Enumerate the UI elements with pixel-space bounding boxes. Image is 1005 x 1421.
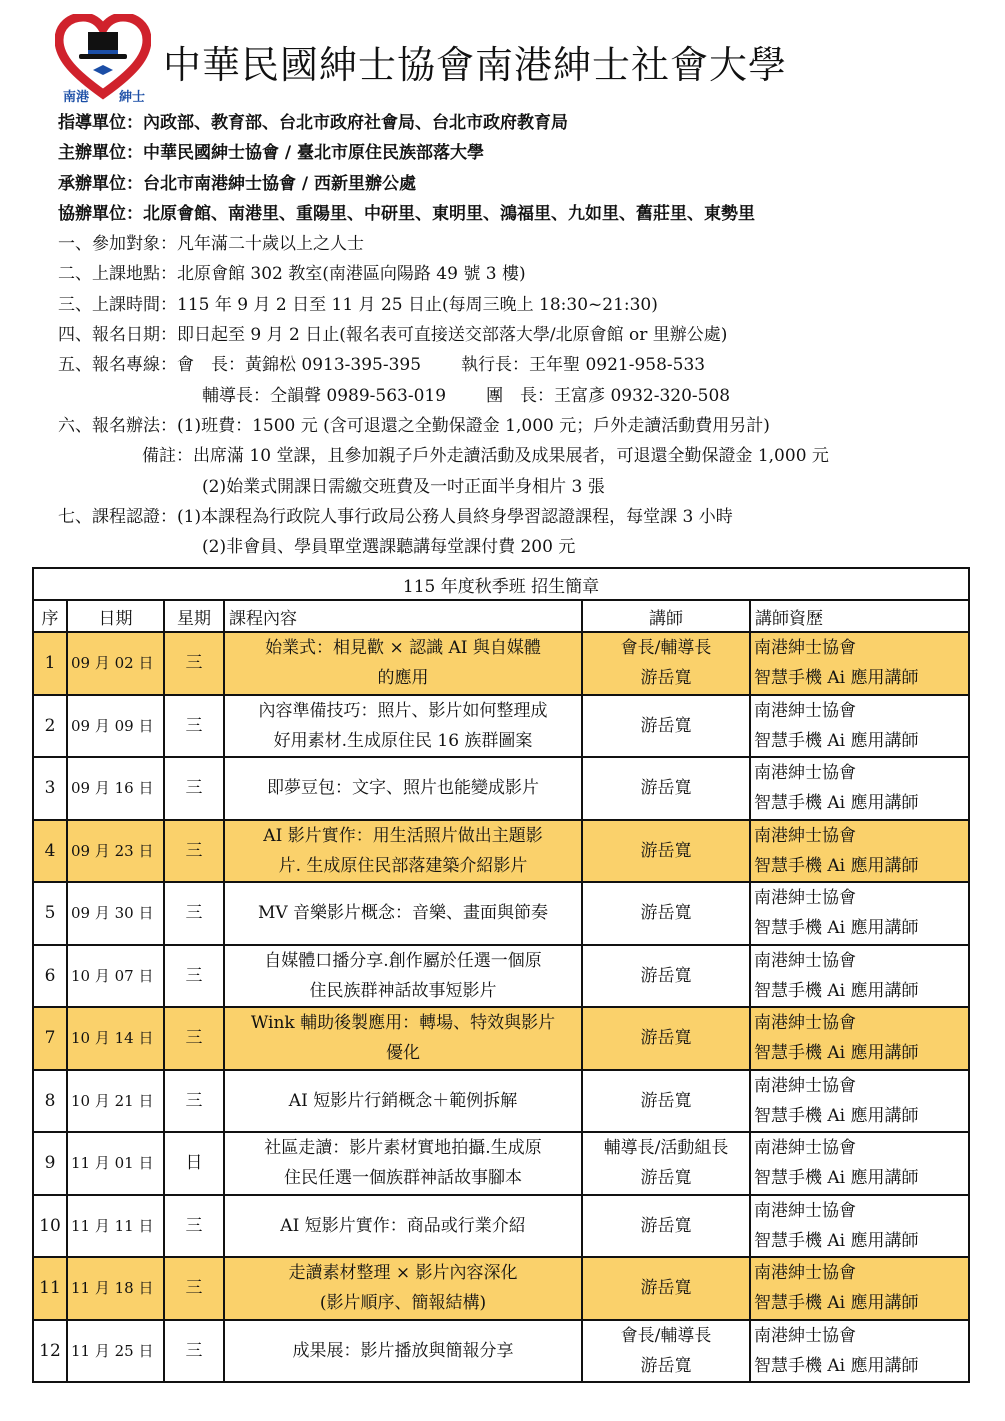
table-row (33, 882, 969, 945)
eligibility: 一、參加對象：凡年滿二十歲以上之人士 (58, 234, 364, 255)
row-date: 09 月 16 日 (67, 757, 164, 820)
document-header (55, 14, 955, 106)
header-content: 課程內容 (224, 600, 582, 632)
row-date: 09 月 02 日 (67, 632, 164, 695)
table-row (33, 1070, 969, 1133)
header-no: 序 (33, 600, 67, 632)
header-day: 星期 (164, 600, 224, 632)
row-content (224, 1257, 582, 1320)
hotline-counselor: 輔導長：仝韻聲 0989-563-019 (202, 385, 447, 406)
row-content-line: 的應用 (377, 668, 429, 689)
row-number: 9 (33, 1132, 67, 1195)
course-rows (33, 632, 969, 1382)
row-content-line: 走讀素材整理 × 影片內容深化 (288, 1263, 518, 1284)
row-day: 三 (164, 882, 224, 945)
row-content (224, 1070, 582, 1133)
table-row (33, 1257, 969, 1320)
row-qualification-line: 智慧手機 Ai 應用講師 (754, 1168, 919, 1189)
row-teacher (582, 1257, 750, 1320)
row-content (224, 1007, 582, 1070)
row-qualification (750, 820, 969, 883)
gentleman-heart-logo (55, 14, 151, 106)
row-qualification (750, 1132, 969, 1195)
row-content-line: 自媒體口播分享.創作屬於任選一個原 (264, 950, 542, 971)
header-teacher: 講師 (582, 600, 750, 632)
row-qualification-line: 智慧手機 Ai 應用講師 (754, 918, 919, 939)
row-content (224, 757, 582, 820)
row-qualification-line: 南港紳士協會 (754, 950, 856, 971)
row-qualification-line: 智慧手機 Ai 應用講師 (754, 1355, 919, 1376)
remark: 備註：出席滿 10 堂課，且參加親子戶外走讀活動及成果展者，可退還全勤保證金 1,000 元 (142, 446, 829, 467)
row-content-line: 即夢豆包：文字、照片也能變成影片 (267, 778, 539, 799)
row-content-line: 內容準備技巧：照片、影片如何整理成 (258, 700, 548, 721)
info-section (58, 108, 958, 562)
row-qualification-line: 南港紳士協會 (754, 763, 856, 784)
row-date: 10 月 14 日 (67, 1007, 164, 1070)
row-number: 11 (33, 1257, 67, 1320)
row-teacher-line: 游岳寬 (640, 840, 692, 861)
row-date: 11 月 25 日 (67, 1320, 164, 1383)
row-day: 三 (164, 1257, 224, 1320)
row-qualification-line: 南港紳士協會 (754, 1013, 856, 1034)
co-organizer-units: 協辦單位：北原會館、南港里、重陽里、中研里、東明里、鴻福里、九如里、舊莊里、東勢里 (58, 203, 755, 224)
table-row (33, 1195, 969, 1258)
row-teacher (582, 1195, 750, 1258)
row-teacher-line: 游岳寬 (640, 1278, 692, 1299)
hotline-executive: 執行長：王年聖 0921-958-533 (461, 355, 706, 376)
row-content-line: 社區走讀：影片素材實地拍攝.生成原 (264, 1138, 542, 1159)
logo-text-left: 南港 (63, 90, 90, 105)
row-number: 10 (33, 1195, 67, 1258)
row-number: 2 (33, 695, 67, 758)
row-date: 11 月 11 日 (67, 1195, 164, 1258)
row-qualification-line: 南港紳士協會 (754, 638, 856, 659)
row-qualification (750, 1320, 969, 1383)
row-content-line: MV 音樂影片概念：音樂、畫面與節奏 (257, 903, 549, 924)
row-teacher (582, 1007, 750, 1070)
hotline-row-1 (58, 350, 958, 380)
course-certification-2: (2)非會員、學員單堂選課聽講每堂課付費 200 元 (202, 537, 576, 558)
registration-method: 六、報名辦法：(1)班費：1500 元 (含可退還之全勤保證金 1,000 元；戶外走讀活動費用另計) (58, 415, 770, 436)
row-date: 09 月 09 日 (67, 695, 164, 758)
hotline-leader: 團 長：王富彥 0932-320-508 (486, 385, 731, 406)
row-day: 三 (164, 1070, 224, 1133)
row-teacher (582, 1320, 750, 1383)
row-content-line: 成果展：影片播放與簡報分享 (292, 1340, 514, 1361)
row-teacher-line: 輔導長/活動組長 (603, 1138, 729, 1159)
hotline-president: 五、報名專線：會 長：黃錦松 0913-395-395 (58, 355, 422, 376)
row-content-line: AI 短影片實作：商品或行業介紹 (280, 1215, 526, 1236)
row-date: 10 月 07 日 (67, 945, 164, 1008)
row-qualification-line: 南港紳士協會 (754, 1138, 856, 1159)
row-qualification-line: 智慧手機 Ai 應用講師 (754, 980, 919, 1001)
row-number: 3 (33, 757, 67, 820)
row-qualification (750, 945, 969, 1008)
row-qualification-line: 智慧手機 Ai 應用講師 (754, 855, 919, 876)
row-qualification (750, 757, 969, 820)
row-number: 6 (33, 945, 67, 1008)
row-teacher (582, 945, 750, 1008)
row-content-line: 優化 (386, 1043, 420, 1064)
row-date: 09 月 30 日 (67, 882, 164, 945)
row-teacher-line: 游岳寬 (640, 715, 692, 736)
table-row (33, 695, 969, 758)
row-qualification-line: 南港紳士協會 (754, 888, 856, 909)
row-qualification-line: 南港紳士協會 (754, 1200, 856, 1221)
row-teacher (582, 757, 750, 820)
row-qualification (750, 882, 969, 945)
row-day: 三 (164, 757, 224, 820)
row-teacher (582, 695, 750, 758)
row-teacher-line: 游岳寬 (640, 1090, 692, 1111)
row-day: 三 (164, 695, 224, 758)
row-qualification (750, 1195, 969, 1258)
row-date: 11 月 01 日 (67, 1132, 164, 1195)
table-row (33, 1132, 969, 1195)
course-table-wrapper (32, 567, 968, 1383)
course-certification: 七、課程認證：(1)本課程為行政院人事行政局公務人員終身學習認證課程，每堂課 3 小時 (58, 506, 733, 527)
table-row (33, 820, 969, 883)
row-qualification-line: 智慧手機 Ai 應用講師 (754, 1043, 919, 1064)
row-teacher (582, 1132, 750, 1195)
row-content-line: 始業式：相見歡 × 認識 AI 與自媒體 (265, 638, 541, 659)
row-content (224, 820, 582, 883)
row-content-line: 住民族群神話故事短影片 (309, 980, 497, 1001)
row-teacher-line: 游岳寬 (640, 1028, 692, 1049)
row-qualification (750, 632, 969, 695)
row-content (224, 632, 582, 695)
row-date: 11 月 18 日 (67, 1257, 164, 1320)
row-qualification (750, 1070, 969, 1133)
row-teacher-line: 游岳寬 (640, 965, 692, 986)
header-qualification: 講師資歷 (750, 600, 969, 632)
row-content (224, 1195, 582, 1258)
row-teacher-line: 游岳寬 (640, 1215, 692, 1236)
row-qualification-line: 南港紳士協會 (754, 700, 856, 721)
row-content-line: (影片順序、簡報結構) (319, 1293, 487, 1314)
row-date: 09 月 23 日 (67, 820, 164, 883)
row-teacher-line: 會長/輔導長 (620, 638, 712, 659)
table-row (33, 1320, 969, 1383)
row-qualification-line: 南港紳士協會 (754, 1075, 856, 1096)
course-table (32, 567, 970, 1383)
venue: 二、上課地點：北原會館 302 教室(南港區向陽路 49 號 3 樓) (58, 264, 526, 285)
row-content-line: 住民任選一個族群神話故事腳本 (284, 1168, 522, 1189)
row-teacher-line: 會長/輔導長 (620, 1325, 712, 1346)
row-content-line: 片. 生成原住民部落建築介紹影片 (278, 855, 528, 876)
row-day: 三 (164, 820, 224, 883)
row-content-line: 好用素材.生成原住民 16 族群圖案 (273, 730, 533, 751)
header-date: 日期 (67, 600, 164, 632)
registration-date: 四、報名日期：即日起至 9 月 2 日止(報名表可直接送交部落大學/北原會館 or 里辦公處) (58, 325, 728, 346)
row-content (224, 1132, 582, 1195)
executing-units: 承辦單位：台北市南港紳士協會 / 西新里辦公處 (58, 173, 417, 194)
row-content (224, 695, 582, 758)
row-teacher-line: 游岳寬 (640, 778, 692, 799)
row-teacher-line: 游岳寬 (640, 1168, 692, 1189)
row-content (224, 882, 582, 945)
row-teacher-line: 游岳寬 (640, 668, 692, 689)
row-qualification-line: 南港紳士協會 (754, 825, 856, 846)
row-qualification-line: 智慧手機 Ai 應用講師 (754, 1105, 919, 1126)
row-qualification (750, 1257, 969, 1320)
row-qualification (750, 695, 969, 758)
logo-text-right: 紳士 (118, 90, 145, 105)
registration-method-2: (2)始業式開課日需繳交班費及一吋正面半身相片 3 張 (202, 476, 605, 497)
row-number: 1 (33, 632, 67, 695)
row-number: 5 (33, 882, 67, 945)
row-content-line: AI 影片實作：用生活照片做出主題影 (263, 825, 543, 846)
row-content-line: Wink 輔助後製應用：轉場、特效與影片 (250, 1013, 556, 1034)
row-qualification-line: 智慧手機 Ai 應用講師 (754, 1230, 919, 1251)
hotline-row-2 (58, 381, 958, 411)
row-number: 4 (33, 820, 67, 883)
row-teacher-line: 游岳寬 (640, 903, 692, 924)
row-teacher (582, 1070, 750, 1133)
row-qualification-line: 智慧手機 Ai 應用講師 (754, 668, 919, 689)
row-day: 三 (164, 945, 224, 1008)
row-content (224, 1320, 582, 1383)
row-day: 三 (164, 1195, 224, 1258)
row-content-line: AI 短影片行銷概念＋範例拆解 (288, 1090, 518, 1111)
row-qualification-line: 智慧手機 Ai 應用講師 (754, 730, 919, 751)
row-number: 7 (33, 1007, 67, 1070)
row-day: 三 (164, 1007, 224, 1070)
row-number: 12 (33, 1320, 67, 1383)
row-content (224, 945, 582, 1008)
row-teacher (582, 632, 750, 695)
row-teacher (582, 882, 750, 945)
row-qualification-line: 南港紳士協會 (754, 1263, 856, 1284)
row-qualification-line: 南港紳士協會 (754, 1325, 856, 1346)
table-caption: 115 年度秋季班 招生簡章 (33, 568, 969, 600)
table-row (33, 945, 969, 1008)
row-date: 10 月 21 日 (67, 1070, 164, 1133)
row-number: 8 (33, 1070, 67, 1133)
row-qualification (750, 1007, 969, 1070)
class-time: 三、上課時間：115 年 9 月 2 日至 11 月 25 日止(每周三晚上 18:30~21:30) (58, 294, 658, 315)
row-day: 三 (164, 1320, 224, 1383)
row-teacher (582, 820, 750, 883)
organizer-units: 主辦單位：中華民國紳士協會 / 臺北市原住民族部落大學 (58, 143, 485, 164)
row-qualification-line: 智慧手機 Ai 應用講師 (754, 793, 919, 814)
row-qualification-line: 智慧手機 Ai 應用講師 (754, 1293, 919, 1314)
row-day: 日 (164, 1132, 224, 1195)
table-row (33, 1007, 969, 1070)
row-day: 三 (164, 632, 224, 695)
row-teacher-line: 游岳寬 (640, 1355, 692, 1376)
table-row (33, 632, 969, 695)
table-row (33, 757, 969, 820)
page-title: 中華民國紳士協會南港紳士社會大學 (163, 43, 788, 87)
supervising-units: 指導單位：內政部、教育部、台北市政府社會局、台北市政府教育局 (58, 113, 568, 133)
